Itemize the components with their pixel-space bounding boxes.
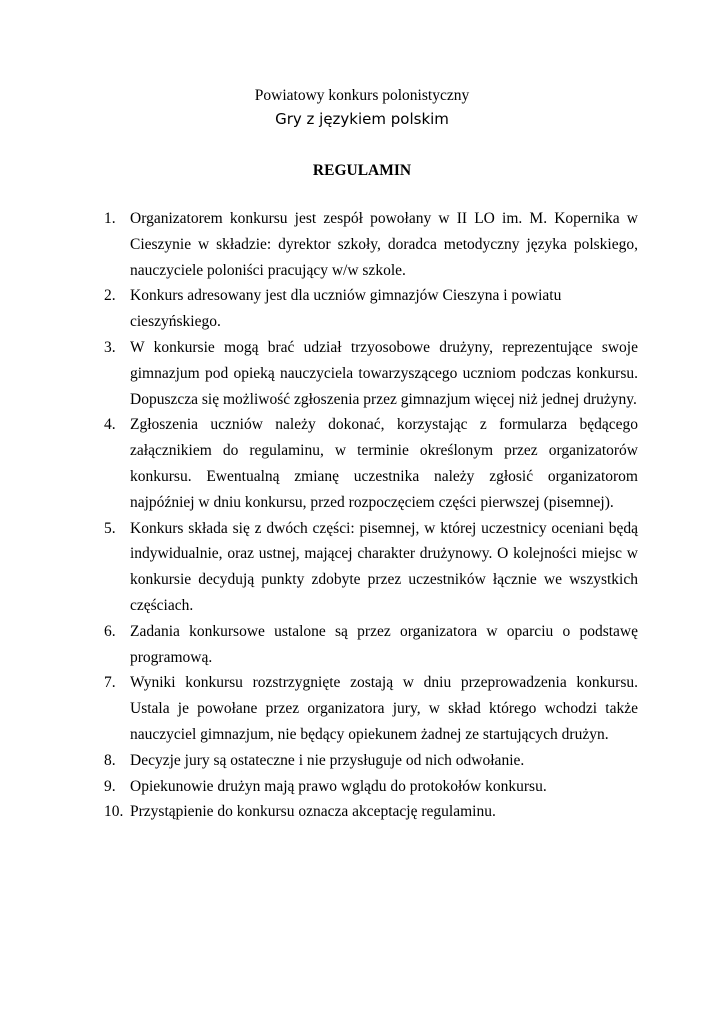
rule-item-7 xyxy=(104,670,638,747)
rule-text: Organizatorem konkursu jest zespół powołany w II LO im. M. Kopernika w Cieszynie w składzie: dyrektor szkoły, doradca metodyczny języka polskiego, nauczyciele poloniści pracujący w/w szkole. xyxy=(130,210,638,279)
document-subtitle: Powiatowy konkurs polonistyczny xyxy=(254,87,470,104)
rule-text: Opiekunowie drużyn mają prawo wglądu do protokołów konkursu. xyxy=(130,777,547,795)
rule-item-2 xyxy=(104,283,638,335)
rule-text: Przystąpienie do konkursu oznacza akceptację regulaminu. xyxy=(130,803,496,821)
document-title: Gry z językiem polskim xyxy=(275,110,449,128)
rule-text: Wyniki konkursu rozstrzygnięte zostają w dniu przeprowadzenia konkursu. Ustala je powołane przez organizatora jury, w skład którego wchodzi także nauczyciel gimnazjum, nie będący opiekunem żadnej ze startujących drużyn. xyxy=(130,674,638,743)
rule-item-1 xyxy=(104,206,638,283)
rule-number: 10. xyxy=(104,803,124,821)
rule-number: 9. xyxy=(104,777,116,795)
rule-number: 3. xyxy=(104,338,116,356)
rule-number: 4. xyxy=(104,416,116,434)
rule-number: 1. xyxy=(104,210,116,227)
rule-item-9 xyxy=(104,774,638,800)
rule-text: Zgłoszenia uczniów należy dokonać, korzystając z formularza będącego załącznikiem do regulaminu, w terminie określonym przez organizatorów konkursu. Ewentualną zmianę uczestnika należy zgłosić organizatorom najpóźniej w dniu konkursu, przed rozpoczęciem części pierwszej (pisemnej). xyxy=(130,416,638,511)
rule-text: W konkursie mogą brać udział trzyosobowe drużyny, reprezentujące swoje gimnazjum pod opieką nauczyciela towarzyszącego uczniom podczas konkursu. Dopuszcza się możliwość zgłoszenia przez gimnazjum więcej niż jednej drużyny. xyxy=(130,338,638,408)
rule-number: 5. xyxy=(104,519,116,537)
rule-text: Decyzje jury są ostateczne i nie przysługuje od nich odwołanie. xyxy=(130,751,525,769)
rule-item-5 xyxy=(104,516,638,619)
rule-item-4 xyxy=(104,412,638,515)
rule-number: 7. xyxy=(104,674,116,692)
regulations-heading: REGULAMIN xyxy=(312,162,412,179)
rule-item-10 xyxy=(104,799,638,825)
rule-number: 8. xyxy=(104,751,116,769)
rule-item-8 xyxy=(104,748,638,774)
rule-item-6 xyxy=(104,619,638,671)
rule-number: 2. xyxy=(104,287,116,305)
rule-text: Konkurs adresowany jest dla uczniów gimnazjów Cieszyna i powiatu cieszyńskiego. xyxy=(130,287,562,331)
rule-text: Zadania konkursowe ustalone są przez organizatora w oparciu o podstawę programową. xyxy=(130,622,638,666)
rule-item-3 xyxy=(104,335,638,412)
rule-text: Konkurs składa się z dwóch części: pisemnej, w której uczestnicy oceniani będą indywidualnie, oraz ustnej, mającej charakter drużynowy. O kolejności miejsc w konkursie decydują punkty zdobyte przez uczestników łącznie we wszystkich częściach. xyxy=(130,519,638,614)
rules-list xyxy=(104,206,638,825)
rule-number: 6. xyxy=(104,622,116,640)
